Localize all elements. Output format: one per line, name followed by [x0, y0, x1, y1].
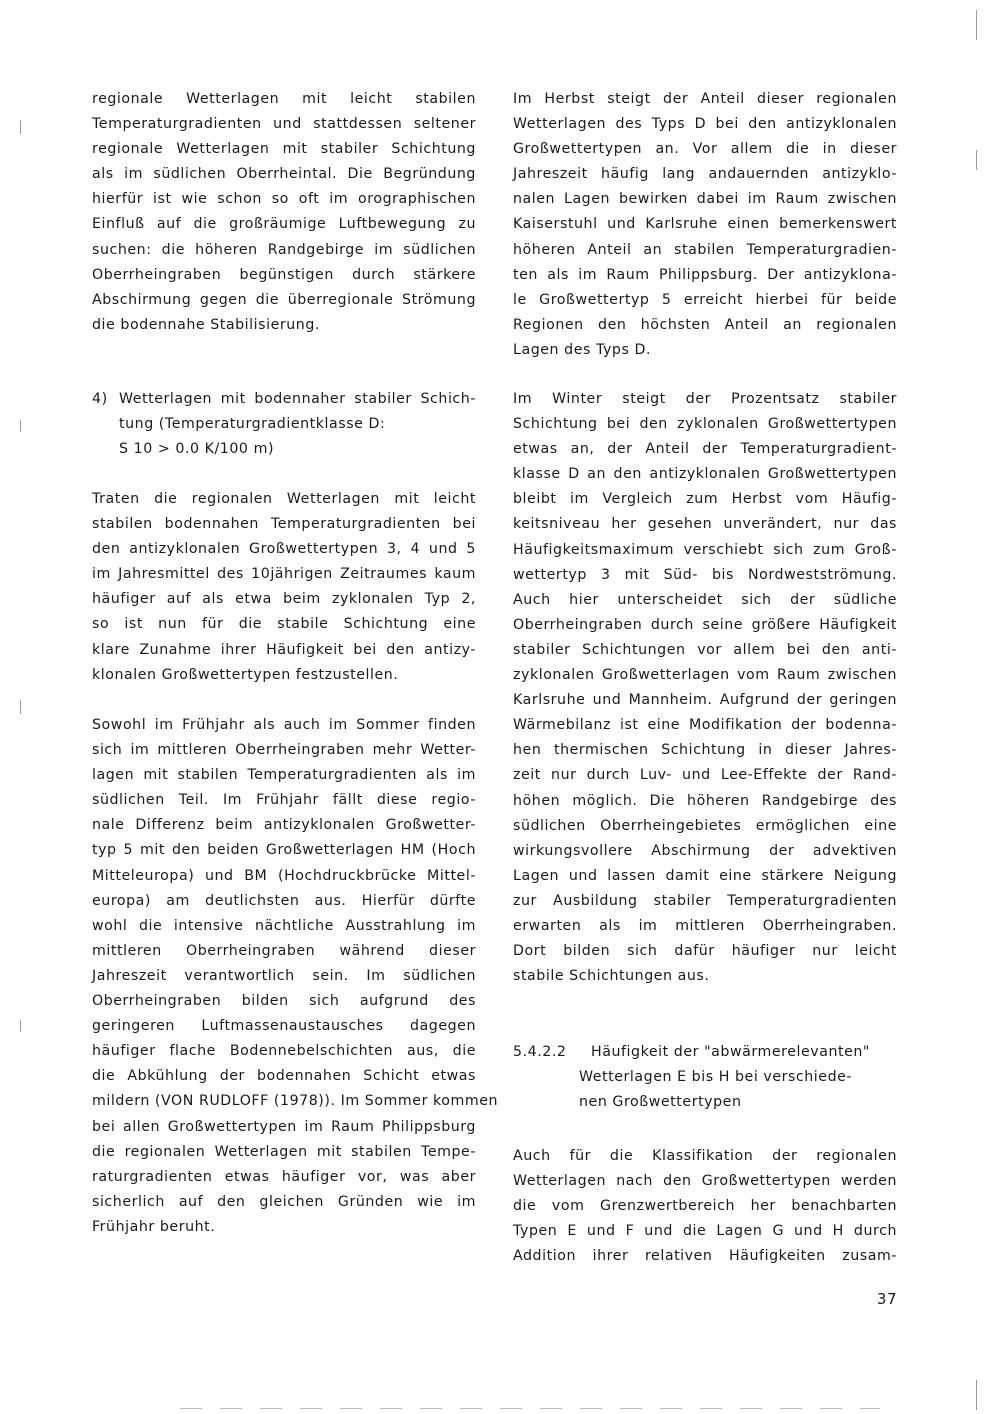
text-line: Im Winter steigt der Prozentsatz stabiler	[513, 391, 897, 407]
text-line: Traten die regionalen Wetterlagen mit leicht	[92, 491, 476, 507]
text-line: klare Zunahme ihrer Häufigkeit bei den antizy-	[92, 641, 476, 658]
heading-line: Wetterlagen mit bodennaher stabiler Schich-	[119, 391, 476, 407]
text-line: südlichen Oberrheingebietes ermöglichen eine	[513, 817, 897, 834]
text-line: Lagen und lassen damit eine stärkere Neigung	[513, 867, 897, 884]
text-line: stabile Schichtungen aus.	[513, 968, 710, 985]
heading-line: tung (Temperaturgradientklasse D:	[119, 416, 386, 433]
heading-line: Häufigkeit der "abwärmerelevanten"	[591, 1044, 870, 1060]
text-line: stabiler Schichtungen vor allem bei den anti-	[513, 641, 897, 658]
text-line: die Abkühlung der bodennahen Schicht etwas	[92, 1068, 476, 1085]
text-line: hierfür ist wie schon so oft im orographischen	[92, 191, 476, 208]
text-line: geringeren Luftmassenaustausches dagegen	[92, 1018, 476, 1035]
text-line: Temperaturgradienten und stattdessen seltener	[92, 116, 476, 133]
text-line: zur Ausbildung stabiler Temperaturgradienten	[513, 892, 897, 909]
heading-number: 5.4.2.2	[513, 1044, 567, 1060]
page-number: 37	[876, 1290, 897, 1308]
text-line: als im südlichen Oberrheintal. Die Begründung	[92, 166, 476, 183]
text-line: höheren Anteil an stabilen Temperaturgradien-	[513, 241, 897, 258]
scan-mark	[976, 1380, 977, 1410]
text-line: Frühjahr beruht.	[92, 1218, 216, 1235]
text-line: Einfluß auf die großräumige Luftbewegung zu	[92, 216, 476, 233]
text-line: regionale Wetterlagen mit leicht stabilen	[92, 91, 476, 107]
text-line: Häufigkeitsmaximum verschiebt sich zum Groß-	[513, 541, 897, 558]
text-line: Dort bilden sich dafür häufiger nur leicht	[513, 943, 897, 960]
text-line: hen thermischen Schichtung in dieser Jahres-	[513, 742, 897, 759]
heading-line: Wetterlagen E bis H bei verschiede-	[579, 1069, 853, 1086]
text-line: Addition ihrer relativen Häufigkeiten zusam-	[513, 1248, 897, 1265]
scan-mark	[20, 120, 21, 134]
text-line: die regionalen Wetterlagen mit stabilen Tempe-	[92, 1143, 476, 1160]
text-line: häufiger auf als etwa beim zyklonalen Typ 2,	[92, 591, 476, 608]
text-line: stabilen bodennahen Temperaturgradienten bei	[92, 516, 476, 533]
text-line: erwarten als im mittleren Oberrheingraben.	[513, 917, 897, 934]
right-paragraph-1	[513, 87, 897, 363]
text-line: klonalen Großwettertypen festzustellen.	[92, 666, 399, 683]
text-line: Schichtung bei den zyklonalen Großwettertypen	[513, 416, 897, 433]
scan-bottom-edge	[180, 1408, 880, 1409]
scan-mark	[20, 1020, 21, 1032]
text-line: sicherlich auf den gleichen Gründen wie im	[92, 1193, 476, 1210]
text-line: ten als im Raum Philippsburg. Der antizyklona-	[513, 266, 897, 283]
scan-mark	[976, 150, 977, 170]
text-line: wohl die intensive nächtliche Ausstrahlung im	[92, 917, 476, 934]
text-line: Karlsruhe und Mannheim. Aufgrund der geringen	[513, 692, 897, 709]
left-paragraph-2	[92, 487, 476, 688]
text-line: keitsniveau her gesehen unverändert, nur das	[513, 516, 897, 533]
right-paragraph-3	[513, 1144, 897, 1269]
text-line: etwas an, der Anteil der Temperaturgradient-	[513, 441, 897, 458]
text-line: raturgradienten etwas häufiger vor, was aber	[92, 1168, 476, 1185]
text-line: die vom Grenzwertbereich her benachbarten	[513, 1198, 897, 1215]
text-line: regionale Wetterlagen mit stabiler Schichtung	[92, 141, 476, 158]
right-paragraph-2	[513, 387, 897, 989]
text-line: häufiger flache Bodennebelschichten aus, die	[92, 1043, 476, 1060]
text-line: den antizyklonalen Großwettertypen 3, 4 und 5	[92, 541, 476, 558]
text-line: europa) am deutlichsten aus. Hierfür dürfte	[92, 892, 476, 909]
text-line: so ist nun für die stabile Schichtung eine	[92, 616, 476, 633]
text-line: Jahreszeit verantwortlich sein. Im südlichen	[92, 967, 476, 984]
text-line: Oberrheingraben durch seine größere Häufigkeit	[513, 616, 897, 633]
text-line: höhen möglich. Die höheren Randgebirge des	[513, 792, 897, 809]
text-line: zeit nur durch Luv- und Lee-Effekte der Rand-	[513, 767, 897, 784]
text-line: typ 5 mit den beiden Großwetterlagen HM (Hoch	[92, 842, 476, 859]
text-line: die bodennahe Stabilisierung.	[92, 316, 320, 333]
text-line: Auch hier unterscheidet sich der südliche	[513, 591, 897, 608]
left-paragraph-3	[92, 713, 499, 1240]
text-line: Abschirmung gegen die überregionale Strömung	[92, 291, 476, 308]
text-line: mildern (VON RUDLOFF (1978)). Im Sommer kommen	[92, 1093, 499, 1110]
scan-mark	[20, 700, 21, 714]
text-line: Typen E und F und die Lagen G und H durch	[513, 1223, 897, 1240]
text-line: Oberrheingraben bilden sich aufgrund des	[92, 993, 476, 1010]
text-line: Regionen den höchsten Anteil an regionalen	[513, 316, 897, 333]
section-heading-4	[92, 387, 476, 462]
text-line: suchen: die höheren Randgebirge im südlichen	[92, 241, 476, 258]
text-line: Oberrheingraben begünstigen durch stärkere	[92, 266, 476, 283]
text-line: lagen mit stabilen Temperaturgradienten als im	[92, 767, 476, 784]
section-heading-5-4-2-2	[513, 1040, 897, 1115]
text-line: Wärmebilanz ist eine Modifikation der bodenna-	[513, 717, 897, 734]
heading-number: 4)	[92, 391, 108, 407]
text-line: Im Herbst steigt der Anteil dieser regionalen	[513, 91, 897, 107]
text-line: Wetterlagen nach den Großwettertypen werden	[513, 1173, 897, 1190]
text-line: bleibt im Vergleich zum Herbst vom Häufig-	[513, 491, 897, 508]
heading-line: S 10 > 0.0 K/100 m)	[119, 441, 275, 458]
left-paragraph-1	[92, 87, 476, 338]
text-line: zyklonalen Großwetterlagen vom Raum zwischen	[513, 667, 897, 684]
text-line: wirkungsvollere Abschirmung der advektiven	[513, 842, 897, 859]
text-line: sich im mittleren Oberrheingraben mehr Wetter-	[92, 742, 476, 759]
text-line: Wetterlagen des Typs D bei den antizyklonalen	[513, 116, 897, 133]
text-line: le Großwettertyp 5 erreicht hierbei für beide	[513, 291, 897, 308]
text-line: Sowohl im Frühjahr als auch im Sommer finden	[92, 717, 476, 733]
text-line: Lagen des Typs D.	[513, 341, 652, 358]
text-line: im Jahresmittel des 10jährigen Zeitraumes kaum	[92, 566, 476, 583]
text-line: Kaiserstuhl und Karlsruhe einen bemerkenswert	[513, 216, 897, 233]
text-line: bei allen Großwettertypen im Raum Philippsburg	[92, 1118, 476, 1135]
text-line: Mitteleuropa) und BM (Hochdruckbrücke Mittel-	[92, 867, 476, 884]
text-line: Großwettertypen an. Vor allem die in dieser	[513, 141, 897, 158]
text-line: nale Differenz beim antizyklonalen Großwetter-	[92, 817, 476, 834]
text-line: Jahreszeit häufig lang andauernden antizyklo-	[513, 166, 897, 183]
text-line: wettertyp 3 mit Süd- bis Nordwestströmung.	[513, 566, 897, 583]
heading-line: nen Großwettertypen	[579, 1094, 742, 1111]
scan-mark	[976, 10, 977, 40]
text-line: klasse D an den antizyklonalen Großwettertypen	[513, 466, 897, 483]
text-line: südlichen Teil. Im Frühjahr fällt diese regio-	[92, 792, 476, 809]
text-line: Auch für die Klassifikation der regionalen	[513, 1148, 897, 1164]
scan-mark	[20, 420, 21, 432]
text-line: nalen Lagen bewirken dabei im Raum zwischen	[513, 191, 897, 208]
text-line: mittleren Oberrheingraben während dieser	[92, 942, 476, 959]
